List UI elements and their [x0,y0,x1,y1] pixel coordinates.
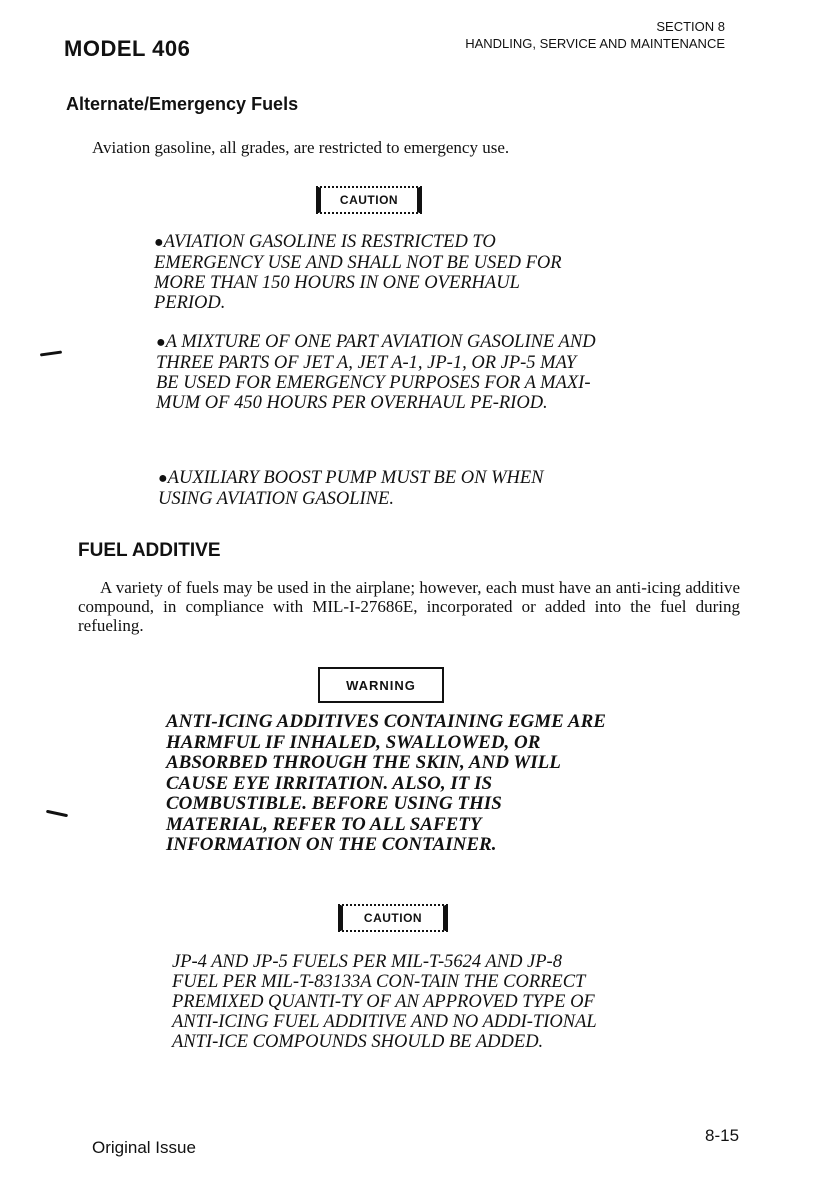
caution-badge: CAUTION [338,904,448,932]
warning-badge: WARNING [318,667,444,703]
section-title: HANDLING, SERVICE AND MAINTENANCE [465,36,725,51]
caution-item-1: ●AVIATION GASOLINE IS RESTRICTED TO EMERGENCY USE AND SHALL NOT BE USED FOR MORE THAN 150 HOURS IN ONE OVERHAUL PERIOD. [154,232,562,313]
caution-text: JP-4 AND JP-5 FUELS PER MIL-T-5624 AND JP-8 FUEL PER MIL-T-83133A CON-TAIN THE CORRECT PREMIXED QUANTI-TY OF AN APPROVED TYPE OF ANTI-ICING FUEL ADDITIVE AND NO ADDI-TIONAL ANTI-ICE COMPOUNDS SHOULD BE ADDED. [172,952,597,1052]
bullet-icon: ● [158,470,168,487]
bullet-icon: ● [156,334,166,351]
fuel-additive-text: A variety of fuels may be used in the airplane; however, each must have an anti-icing additive compound, in compliance with MIL-I-27686E, incorporated or added into the fuel during refueling. [78,578,740,635]
bullet-icon: ● [154,234,164,251]
caution-item-3: ●AUXILIARY BOOST PUMP MUST BE ON WHEN USING AVIATION GASOLINE. [158,468,544,509]
model-title: MODEL 406 [64,36,191,61]
alternate-fuels-text: Aviation gasoline, all grades, are restricted to emergency use. [92,138,510,157]
caution-badge: CAUTION [316,186,422,214]
change-bar-mark [40,350,62,356]
section-number: SECTION 8 [656,19,725,34]
fuel-additive-heading: FUEL ADDITIVE [78,540,221,561]
warning-text: ANTI-ICING ADDITIVES CONTAINING EGME ARE HARMFUL IF INHALED, SWALLOWED, OR ABSORBED THROUGH THE SKIN, AND WILL CAUSE EYE IRRITATION. ALSO, IT IS COMBUSTIBLE. BEFORE USING THIS MATERIAL, REFER TO ALL SAFETY INFORMATION ON THE CONTAINER. [166,711,606,855]
section-header [465,18,725,52]
alternate-fuels-heading: Alternate/Emergency Fuels [66,94,299,114]
issue-footer: Original Issue [92,1138,196,1157]
page-number: 8-15 [705,1126,740,1145]
change-bar-mark [46,810,68,818]
caution-item-2: ●A MIXTURE OF ONE PART AVIATION GASOLINE AND THREE PARTS OF JET A, JET A-1, JP-1, OR JP-5 MAY BE USED FOR EMERGENCY PURPOSES FOR A MAXI-MUM OF 450 HOURS PER OVERHAUL PE-RIOD. [156,332,596,413]
